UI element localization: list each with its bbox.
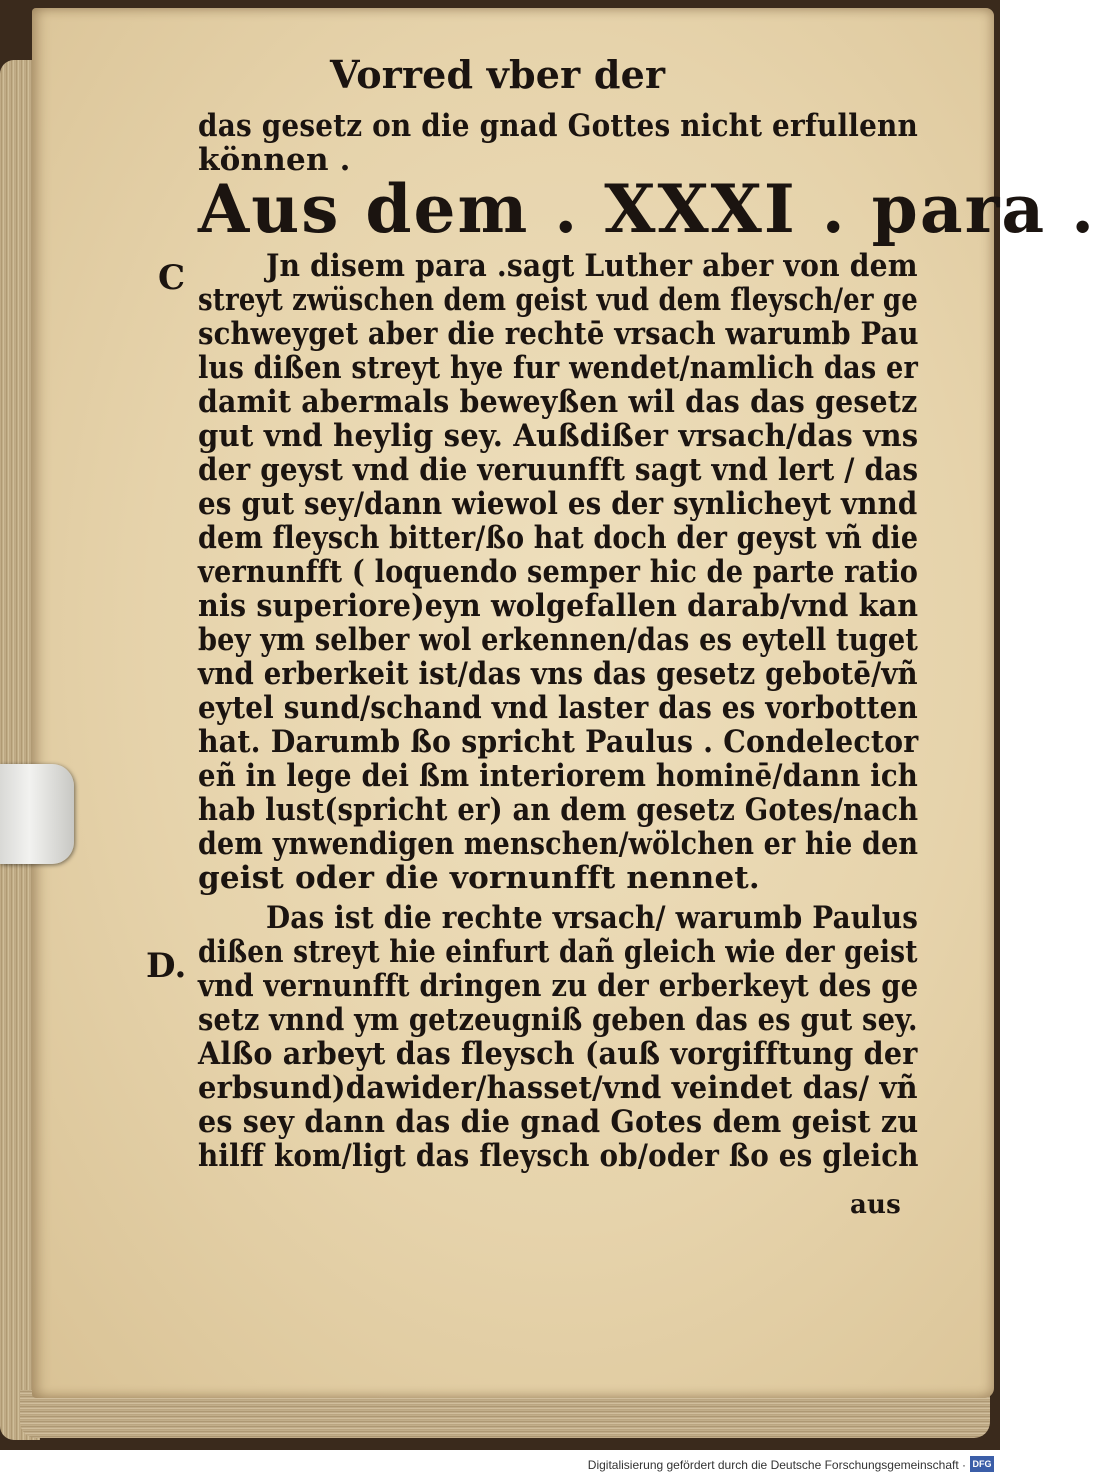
text-line: können . [198,142,351,178]
text-line: dem ynwendigen menschen/wölchen er hie den [198,826,919,862]
text-line: gut vnd heylig sey. Außdißer vrsach/das vns [198,418,919,454]
text-line: das gesetz on die gnad Gottes nicht erfullenn [198,108,918,144]
text-line: Das ist die rechte vrsach/ warumb Paulus [266,900,919,936]
text-line: vernunfft ( loquendo semper hic de parte ratio [198,554,919,590]
text-line: dißen streyt hie einfurt dañ gleich wie der geist [198,934,918,970]
text-line: vnd vernunfft dringen zu der erberkeyt des ge [198,968,919,1004]
catchword: aus [850,1190,901,1220]
text-line: eñ in lege dei ßm interiorem hominē/dann ich [198,758,918,794]
marginal-letter-c: C [158,258,186,298]
text-line: bey ym selber wol erkennen/das es eytell tuget [198,622,919,658]
text-line: schweyget aber die rechtē vrsach warumb Pau [198,316,919,352]
text-line: streyt zwüschen dem geist vud dem fleysch/er ge [198,282,918,318]
text-line: hab lust(spricht er) an dem gesetz Gotes/nach [198,792,919,828]
text-line: hat. Darumb ßo spricht Paulus . Condelector [198,724,919,760]
text-line: es gut sey/dann wiewol es der synlicheyt vnnd [198,486,918,522]
text-line: eytel sund/schand vnd laster das es vorbotten [198,690,918,726]
text-line: vnd erberkeit ist/das vns das gesetz gebotē/vñ [198,656,918,692]
section-heading: Aus dem . XXXI . para . [198,170,1096,248]
text-line: geist oder die vornunfft nennet. [198,860,760,896]
marginal-letter-d: D. [146,946,187,986]
text-line: hilff kom/ligt das fleysch ob/oder ßo es gleich [198,1138,919,1174]
text-line: Jn disem para .sagt Luther aber von dem [266,248,918,284]
text-line: setz vnnd ym getzeugniß geben das es gut sey. [198,1002,918,1038]
text-line: es sey dann das die gnad Gotes dem geist zu [198,1104,919,1140]
footer-credit: Digitalisierung gefördert durch die Deutsche Forschungsgemeinschaft · [587,1458,966,1472]
page-clip [0,764,74,864]
text-line: lus dißen streyt hye fur wendet/namlich das er [198,350,919,386]
text-line: nis superiore)eyn wolgefallen darab/vnd kan [198,588,919,624]
running-head: Vorred vber der [330,52,666,97]
text-line: erbsund)dawider/hasset/vnd veindet das/ vñ [198,1070,918,1106]
text-line: Alßo arbeyt das fleysch (auß vorgifftung der [198,1036,918,1072]
text-line: dem fleysch bitter/ßo hat doch der geyst vñ die [198,520,919,556]
text-line: der geyst vnd die veruunfft sagt vnd lert / das [198,452,919,488]
text-line: damit abermals beweyßen wil das das gesetz [198,384,918,420]
dfg-logo-icon: DFG [970,1456,994,1472]
